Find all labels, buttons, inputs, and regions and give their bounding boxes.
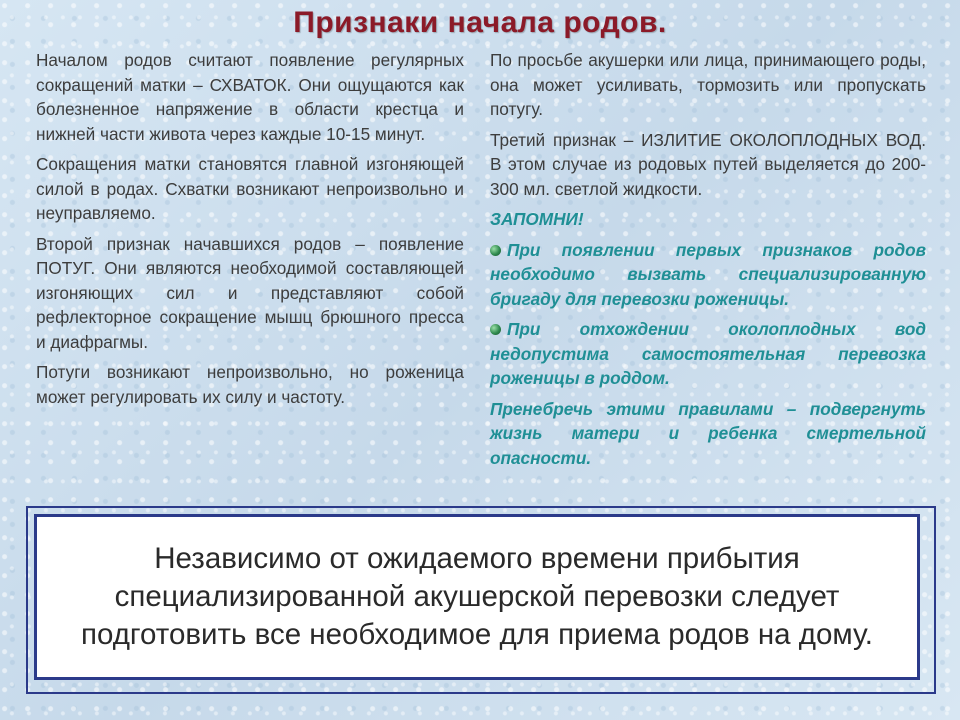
right-column — [490, 48, 926, 476]
notice-text: Независимо от ожидаемого времени прибытия специализированной акушерской перевозки следует подготовить все необходимое для приема родов на дому. — [80, 542, 874, 651]
paragraph-midwife-request: По просьбе акушерки или лица, принимающего роды, она может усиливать, тормозить или пропускать потугу. — [490, 50, 926, 119]
page-title: Признаки начала родов. — [293, 6, 667, 39]
left-column — [36, 48, 464, 415]
green-sphere-bullet-icon — [490, 324, 501, 335]
rule-text-1: При появлении первых признаков родов необходимо вызвать специализированную бригаду для перевозки роженицы. — [490, 239, 926, 309]
paragraph-contractions-force: Сокращения матки становятся главной изгоняющей силой в родах. Схватки возникают непроизвольно и неуправляемо. — [36, 154, 464, 223]
paragraph-second-sign: Второй признак начавшихся родов – появление ПОТУГ. Они являются необходимой составляющей изгоняющих сил и представляют собой рефлекторное сокращение мышц брюшного пресса и диафрагмы. — [36, 233, 464, 352]
paragraph-pushing: Потуги возникают непроизвольно, но роженица может регулировать их силу и частоту. — [36, 362, 464, 407]
rule-item-2 — [490, 317, 926, 391]
paragraph-third-sign: Третий признак – ИЗЛИТИЕ ОКОЛОПЛОДНЫХ ВОД. В этом случае из родовых путей выделяется до 200-300 мл. светлой жидкости. — [490, 129, 926, 199]
warning-text: Пренебречь этими правилами – подвергнуть жизнь матери и ребенка смертельной опасности. — [490, 398, 926, 468]
rule-item-1 — [490, 238, 926, 312]
green-sphere-bullet-icon — [490, 245, 501, 256]
remember-heading: ЗАПОМНИ! — [490, 209, 584, 229]
rule-text-2: При отхождении околоплодных вод недопустима самостоятельная перевозка роженицы в роддом. — [490, 319, 926, 388]
notice-box — [34, 514, 920, 680]
paragraph-contractions: Началом родов считают появление регулярных сокращений матки – СХВАТОК. Они ощущаются как болезненное напряжение в области крестца и нижней части живота через каждые 10-15 минут. — [36, 50, 464, 144]
